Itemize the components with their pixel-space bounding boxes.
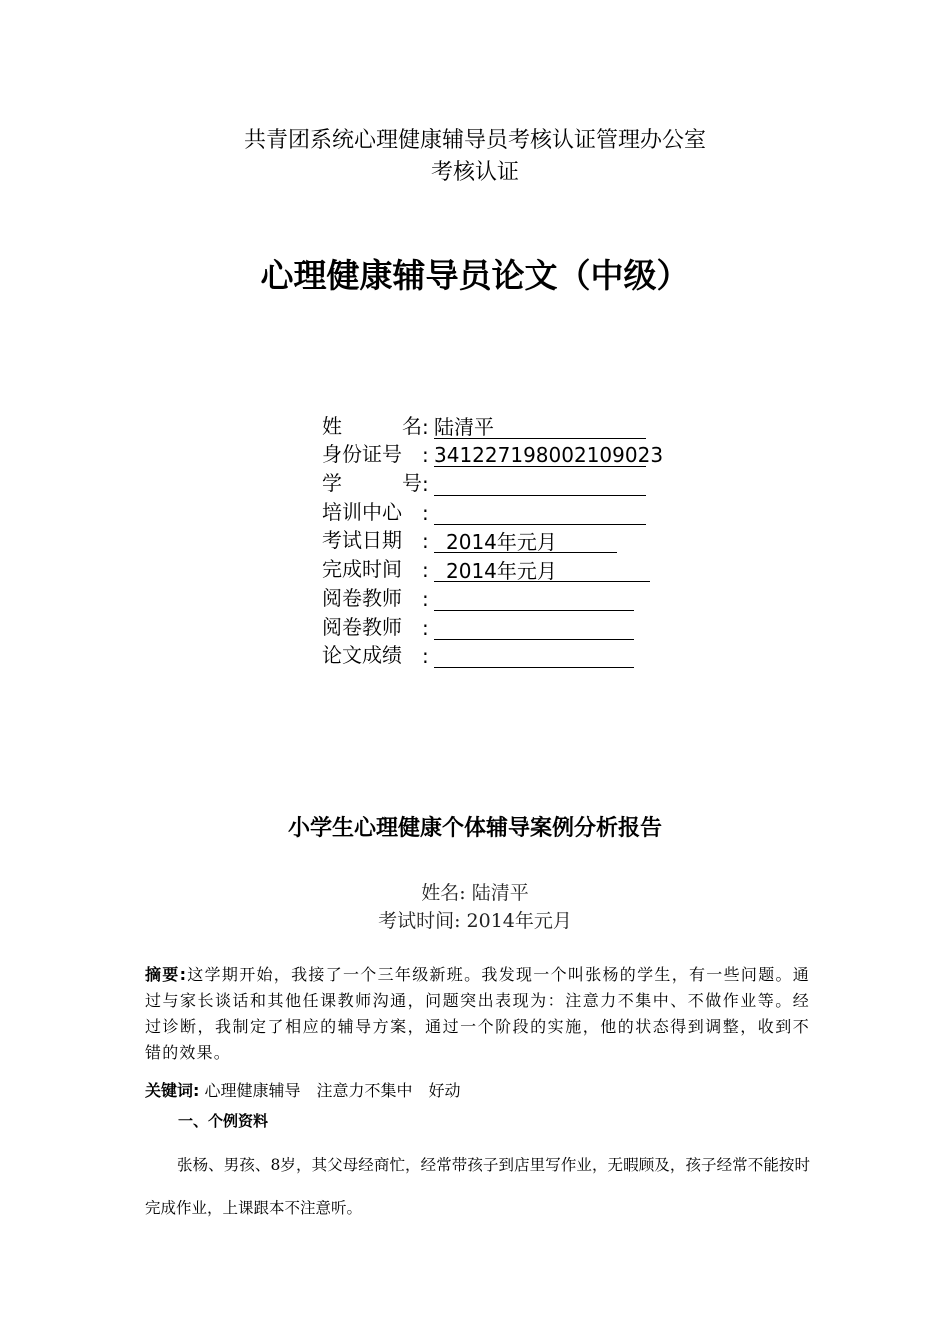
info-row-score: 论文成绩 :: [322, 640, 650, 669]
grader-1-value: [434, 588, 634, 611]
thesis-title: 心理健康辅导员论文（中级）: [260, 256, 690, 295]
report-title: 小学生心理健康个体辅导案例分析报告: [287, 816, 662, 841]
student-no-value: [434, 473, 646, 496]
info-row-id: 身份证号 : 341227198002109023: [322, 439, 650, 468]
score-label: 论文成绩: [322, 643, 402, 668]
training-center-value: [434, 502, 646, 525]
name-value: 陆清平: [434, 416, 646, 439]
report-date: 考试时间: 2014年元月: [378, 910, 572, 932]
info-form: [322, 410, 664, 669]
info-row-student-no: 学 号 :: [322, 467, 650, 496]
score-value: [434, 645, 634, 668]
keywords: [145, 1078, 810, 1104]
keywords-text: 心理健康辅导 注意力不集中 好动: [204, 1081, 461, 1100]
exam-date-value: 2014年元月: [434, 531, 617, 553]
id-value: 341227198002109023: [434, 443, 664, 468]
section-body: 张杨、男孩、8岁，其父母经商忙，经常带孩子到店里写作业，无暇顾及，孩子经常不能按时完成作业，上课跟本不注意听。: [145, 1156, 810, 1217]
section-heading: 一、个例资料: [178, 1112, 269, 1130]
abstract-label: 摘要:: [145, 965, 188, 984]
info-row-exam-date: 考试日期 : 2014年元月: [322, 525, 650, 554]
org-subtitle: 考核认证: [430, 160, 519, 185]
info-row-grader-1: 阅卷教师 :: [322, 582, 650, 611]
exam-date-label: 考试日期: [322, 528, 402, 553]
completion-time-value: 2014年元月: [434, 560, 650, 582]
report-author: 姓名: 陆清平: [421, 882, 529, 904]
info-row-training-center: 培训中心 :: [322, 496, 650, 525]
student-no-label: 学 号: [322, 471, 422, 496]
training-center-label: 培训中心: [322, 499, 402, 524]
id-label: 身份证号: [322, 442, 402, 467]
grader-1-label: 阅卷教师: [322, 585, 402, 610]
grader-2-value: [434, 617, 634, 640]
abstract-text: 这学期开始，我接了一个三年级新班。我发现一个叫张杨的学生，有一些问题。通过与家长谈话和其他任课教师沟通，问题突出表现为：注意力不集中、不做作业等。经过诊断，我制定了相应的辅导方案，通过一个阶段的实施，他的状态得到调整，收到不错的效果。: [145, 965, 811, 1062]
keywords-label: 关键词:: [145, 1081, 200, 1100]
info-row-name: 姓 名 : 陆清平: [322, 410, 650, 439]
org-name: 共青团系统心理健康辅导员考核认证管理办公室: [243, 128, 706, 153]
completion-time-label: 完成时间: [322, 557, 402, 582]
info-row-grader-2: 阅卷教师 :: [322, 611, 650, 640]
name-label: 姓 名: [322, 413, 422, 438]
grader-2-label: 阅卷教师: [322, 614, 402, 639]
info-row-completion-time: 完成时间 : 2014年元月: [322, 553, 650, 582]
abstract: [145, 962, 810, 1066]
